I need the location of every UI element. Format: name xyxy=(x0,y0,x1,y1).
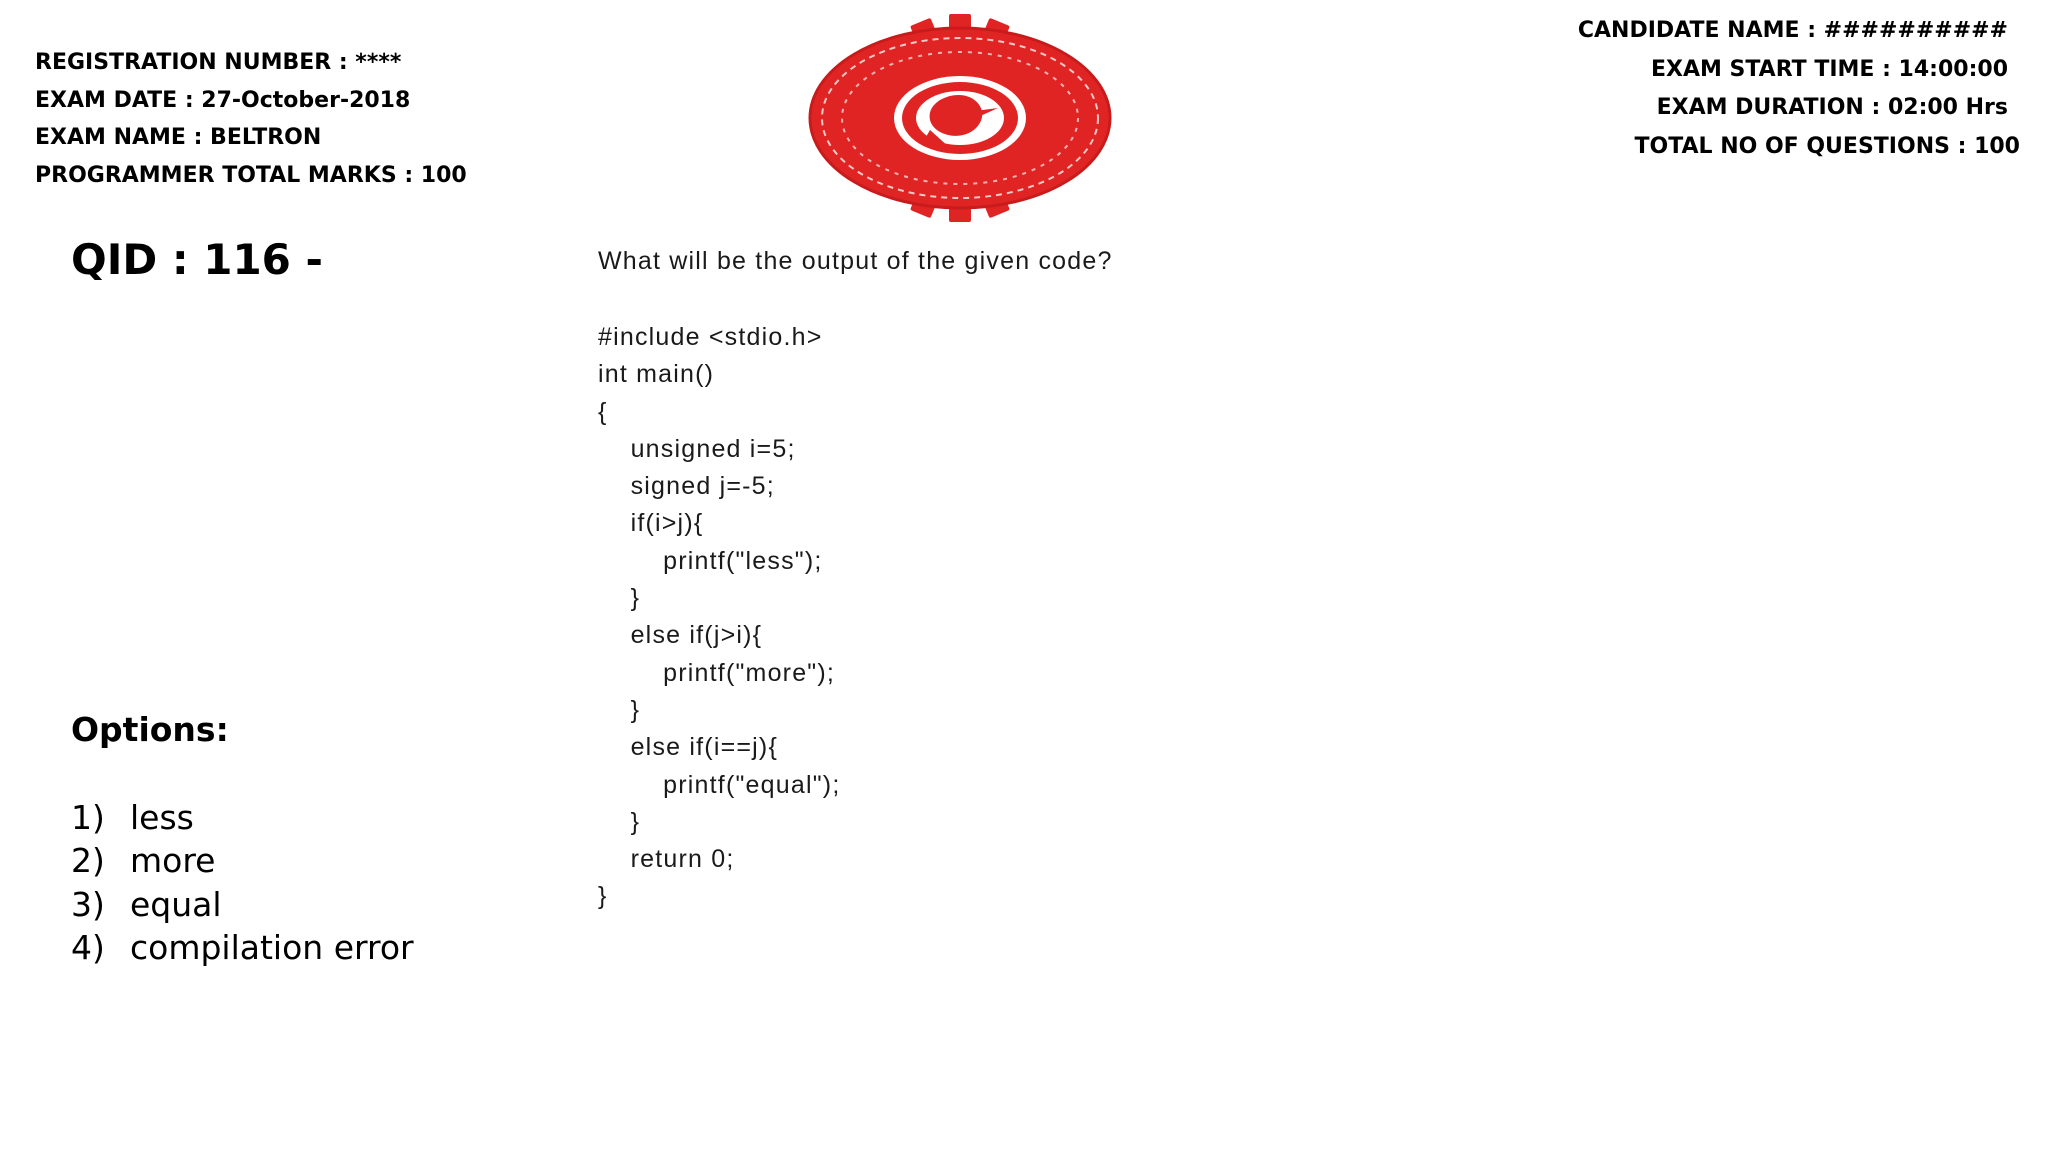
beltron-logo-icon xyxy=(790,14,1130,222)
code-line: printf("more"); xyxy=(598,658,836,687)
options-heading: Options: xyxy=(71,710,229,749)
option-4 xyxy=(71,926,571,969)
option-number: 3) xyxy=(71,884,105,924)
question-image xyxy=(598,245,1358,916)
code-line: } xyxy=(598,882,608,911)
option-2 xyxy=(71,839,571,882)
code-line: int main() xyxy=(598,360,715,389)
option-3 xyxy=(71,883,571,926)
option-label: less xyxy=(130,798,194,837)
option-1 xyxy=(71,796,571,839)
exam-info-left xyxy=(35,44,595,194)
code-line: printf("equal"); xyxy=(598,770,841,799)
exam-name: EXAM NAME : BELTRON xyxy=(35,125,322,150)
code-line: } xyxy=(598,807,641,836)
code-line: signed j=-5; xyxy=(598,472,775,501)
total-questions: TOTAL NO OF QUESTIONS : 100 xyxy=(1634,133,2020,159)
exam-date: EXAM DATE : 27-October-2018 xyxy=(35,87,411,113)
options-list xyxy=(71,796,571,969)
exam-duration: EXAM DURATION : 02:00 Hrs xyxy=(1656,95,2008,120)
code-line: if(i>j){ xyxy=(598,509,704,538)
candidate-name: CANDIDATE NAME : ########## xyxy=(1577,18,2008,43)
option-label: more xyxy=(130,841,216,881)
code-line: unsigned i=5; xyxy=(598,434,796,463)
code-line: { xyxy=(598,397,608,426)
code-line: return 0; xyxy=(598,845,735,874)
code-snippet xyxy=(598,319,1358,916)
code-line: } xyxy=(598,695,641,724)
exam-info-right xyxy=(1500,12,2020,166)
code-line: else if(i==j){ xyxy=(598,733,778,762)
option-label: equal xyxy=(130,884,222,924)
code-line: else if(j>i){ xyxy=(598,621,763,650)
programmer-total-marks: PROGRAMMER TOTAL MARKS : 100 xyxy=(35,162,467,188)
code-line: #include <stdio.h> xyxy=(598,323,823,351)
code-line: } xyxy=(598,584,641,613)
code-line: printf("less"); xyxy=(598,546,823,575)
exam-start-time: EXAM START TIME : 14:00:00 xyxy=(1650,56,2008,82)
question-text: What will be the output of the given code? xyxy=(598,247,1113,275)
option-number: 4) xyxy=(71,927,105,967)
question-id: QID : 116 - xyxy=(71,235,323,284)
registration-number: REGISTRATION NUMBER : **** xyxy=(35,50,402,75)
option-number: 1) xyxy=(71,798,105,837)
option-label: compilation error xyxy=(130,927,414,967)
option-number: 2) xyxy=(71,841,105,881)
